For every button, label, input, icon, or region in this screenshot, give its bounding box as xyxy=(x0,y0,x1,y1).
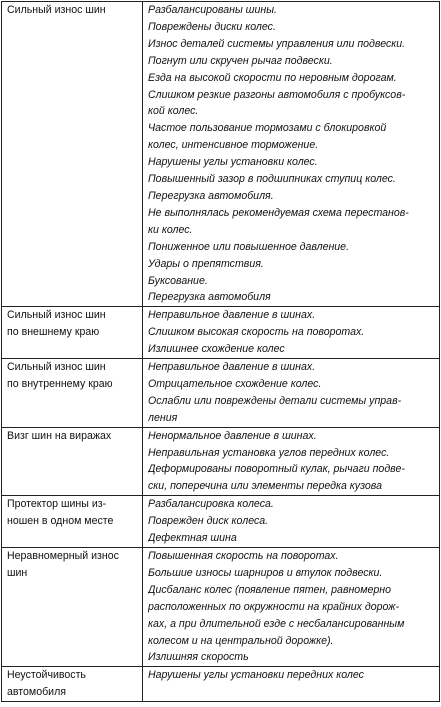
cause-line: Дефектная шина xyxy=(148,532,237,545)
symptom-cell xyxy=(2,667,143,702)
cause-line: ках, а при длительной езде с несбалансированным xyxy=(148,617,405,630)
symptom-line: Сильный износ шин xyxy=(7,309,106,322)
cause-line: Ненормальное давление в шинах. xyxy=(148,429,317,442)
cause-line: расположенных по окружности на крайних дорож- xyxy=(148,600,399,613)
cause-line: Разбалансированы шины. xyxy=(148,4,277,16)
cause-line: Большие износы шарниров и втулок подвески. xyxy=(148,566,383,579)
cause-line: Деформированы поворотный кулак, рычаги подве- xyxy=(148,463,405,476)
symptom-cell xyxy=(2,496,143,548)
cause-line: Повышенная скорость на поворотах. xyxy=(148,550,339,562)
cause-line: Не выполнялась рекомендуемая схема перестанов- xyxy=(148,206,409,219)
cause-line: Слишком резкие разгоны автомобиля с пробуксов- xyxy=(148,88,406,101)
cause-cell xyxy=(143,307,440,359)
symptom-cell xyxy=(2,427,143,496)
symptom-line: Неустойчивость xyxy=(7,669,86,682)
cause-line: Неправильная установка углов передних колес. xyxy=(148,446,390,459)
symptom-line: Протектор шины из- xyxy=(7,498,107,511)
cause-line: Нарушены углы установки передних колес xyxy=(148,669,364,682)
cause-line: Неправильное давление в шинах. xyxy=(148,361,316,374)
table-row xyxy=(2,307,440,359)
cause-cell xyxy=(143,496,440,548)
table-row xyxy=(2,2,440,307)
cause-cell xyxy=(143,548,440,667)
cause-line: Износ деталей системы управления или подвески. xyxy=(148,37,406,50)
cause-cell xyxy=(143,427,440,496)
cause-cell xyxy=(143,2,440,307)
cause-line: Разбалансировка колеса. xyxy=(148,498,274,511)
tire-faults-table xyxy=(1,1,440,702)
symptom-line: Сильный износ шин xyxy=(7,361,106,374)
table-row xyxy=(2,427,440,496)
symptom-line: по внешнему краю xyxy=(7,326,100,339)
symptom-cell xyxy=(2,359,143,428)
cause-line: Перегрузка автомобиля xyxy=(148,291,271,304)
symptom-line: Неравномерный износ xyxy=(7,550,119,562)
cause-line: Погнут или скручен рычаг подвески. xyxy=(148,54,333,67)
cause-line: Отрицательное схождение колес. xyxy=(148,377,322,390)
symptom-line: Визг шин на виражах xyxy=(7,429,112,442)
cause-cell xyxy=(143,667,440,702)
table-row xyxy=(2,667,440,702)
symptom-line: Сильный износ шин xyxy=(7,4,106,16)
cause-line: Буксование. xyxy=(148,274,208,287)
cause-cell xyxy=(143,359,440,428)
cause-line: Дисбаланс колес (появление пятен, равномерно xyxy=(148,583,391,596)
cause-line: колесом и на центральной дорожке). xyxy=(148,634,334,647)
cause-line: ски, поперечина или элементы передка кузова xyxy=(148,480,382,493)
symptom-cell xyxy=(2,2,143,307)
cause-line: кой колес. xyxy=(148,105,199,118)
symptom-cell xyxy=(2,307,143,359)
cause-line: Поврежден диск колеса. xyxy=(148,515,269,528)
cause-line: ления xyxy=(148,411,178,424)
symptom-line: по внутреннему краю xyxy=(7,377,113,390)
cause-line: Перегрузка автомобиля. xyxy=(148,189,274,202)
cause-line: Нарушены углы установки колес. xyxy=(148,156,318,169)
table-row xyxy=(2,496,440,548)
cause-line: Ослабли или повреждены детали системы управ- xyxy=(148,394,402,407)
cause-line: Езда на высокой скорости по неровным дорогам. xyxy=(148,71,397,84)
cause-line: Излишняя скорость xyxy=(148,651,249,664)
cause-line: Излишнее схождение колес xyxy=(148,343,285,356)
symptom-line: шин xyxy=(7,566,28,579)
cause-line: ки колес. xyxy=(148,223,193,236)
symptom-line: автомобиля xyxy=(7,686,66,699)
table-row xyxy=(2,548,440,667)
cause-line: Неправильное давление в шинах. xyxy=(148,309,316,322)
cause-line: колес, интенсивное торможение. xyxy=(148,139,319,152)
symptom-cell xyxy=(2,548,143,667)
table-row xyxy=(2,359,440,428)
table-body xyxy=(2,2,440,702)
cause-line: Слишком высокая скорость на поворотах. xyxy=(148,326,365,339)
cause-line: Повреждены диски колес. xyxy=(148,20,276,33)
cause-line: Пониженное или повышенное давление. xyxy=(148,240,350,253)
cause-line: Повышенный зазор в подшипниках ступиц колес. xyxy=(148,173,396,186)
cause-line: Удары о препятствия. xyxy=(148,257,264,270)
symptom-line: ношен в одном месте xyxy=(7,515,114,528)
cause-line: Частое пользование тормозами с блокировкой xyxy=(148,122,387,135)
